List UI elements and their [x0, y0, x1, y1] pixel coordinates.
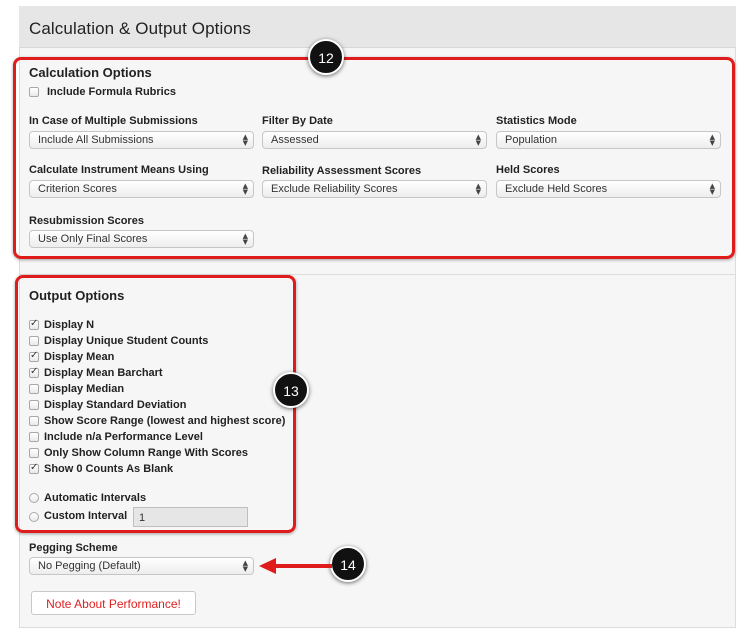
display-unique-student-counts-label: Display Unique Student Counts: [44, 335, 209, 347]
callout-badge-12: 12: [308, 39, 344, 75]
note-about-performance-button[interactable]: Note About Performance!: [31, 591, 196, 615]
include-na-performance-level-label: Include n/a Performance Level: [44, 431, 203, 443]
callout-13-highlight: [15, 275, 296, 533]
calculation-options-title: Calculation Options: [29, 65, 152, 80]
reliability-scores-label: Reliability Assessment Scores: [262, 165, 422, 177]
instrument-means-value: Criterion Scores: [38, 183, 117, 195]
include-formula-rubrics-label: Include Formula Rubrics: [47, 86, 176, 98]
show-score-range-label: Show Score Range (lowest and highest score): [44, 415, 286, 427]
select-arrows-icon: ▲ ▼: [242, 232, 248, 246]
output-options-title: Output Options: [29, 288, 125, 303]
display-n-label: Display N: [44, 319, 95, 331]
select-arrows-icon: ▲ ▼: [242, 559, 248, 573]
display-median-label: Display Median: [44, 383, 125, 395]
display-mean-barchart-label: Display Mean Barchart: [44, 367, 163, 379]
resubmission-scores-label: Resubmission Scores: [29, 215, 144, 227]
pegging-scheme-value: No Pegging (Default): [38, 560, 141, 572]
multiple-submissions-value: Include All Submissions: [38, 134, 154, 146]
select-arrows-icon: ▲ ▼: [475, 182, 481, 196]
reliability-scores-value: Exclude Reliability Scores: [271, 183, 398, 195]
select-arrows-icon: ▲ ▼: [242, 182, 248, 196]
callout-badge-14: 14: [330, 546, 366, 582]
automatic-intervals-label: Automatic Intervals: [44, 492, 147, 504]
callout-badge-13: 13: [273, 372, 309, 408]
display-standard-deviation-label: Display Standard Deviation: [44, 399, 187, 411]
only-show-column-range-label: Only Show Column Range With Scores: [44, 447, 249, 459]
multiple-submissions-label: In Case of Multiple Submissions: [29, 115, 198, 127]
select-arrows-icon: ▲ ▼: [709, 182, 715, 196]
panel-header: [19, 6, 736, 48]
pegging-scheme-label: Pegging Scheme: [29, 542, 118, 554]
statistics-mode-value: Population: [505, 134, 557, 146]
resubmission-scores-value: Use Only Final Scores: [38, 233, 148, 245]
display-mean-label: Display Mean: [44, 351, 115, 363]
custom-interval-label: Custom Interval: [44, 510, 128, 522]
select-arrows-icon: ▲ ▼: [709, 133, 715, 147]
show-zero-counts-blank-label: Show 0 Counts As Blank: [44, 463, 174, 475]
select-arrows-icon: ▲ ▼: [475, 133, 481, 147]
callout-arrow-line: [274, 564, 332, 568]
instrument-means-label: Calculate Instrument Means Using: [29, 164, 209, 176]
callout-12-highlight: [13, 57, 735, 259]
filter-by-date-label: Filter By Date: [262, 115, 333, 127]
select-arrows-icon: ▲ ▼: [242, 133, 248, 147]
held-scores-value: Exclude Held Scores: [505, 183, 608, 195]
page-title: Calculation & Output Options: [29, 19, 252, 38]
held-scores-label: Held Scores: [496, 164, 560, 176]
statistics-mode-label: Statistics Mode: [496, 115, 577, 127]
custom-interval-input[interactable]: 1: [133, 507, 248, 527]
pegging-scheme-select[interactable]: [29, 557, 254, 575]
callout-arrow-icon: [259, 558, 276, 574]
filter-by-date-value: Assessed: [271, 134, 319, 146]
